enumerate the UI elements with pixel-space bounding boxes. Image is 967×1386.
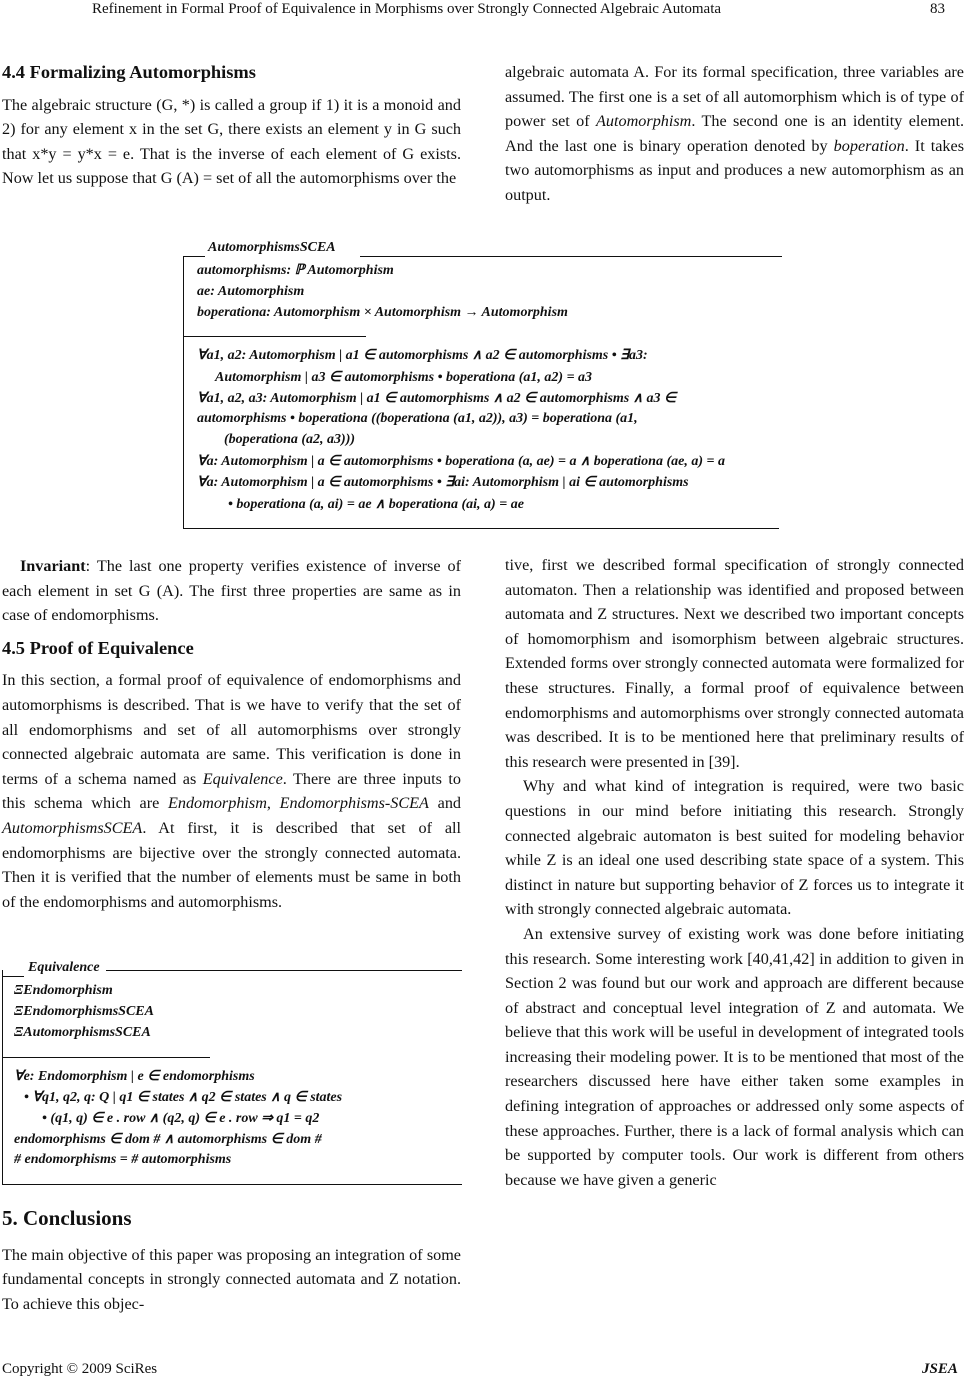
right-column-bottom bbox=[505, 553, 964, 1192]
right-column-top bbox=[505, 60, 964, 208]
paragraph: The main objective of this paper was proposing an integration of some fundamental concepts in strongly connected automata and Z notation. To achieve this objec- bbox=[2, 1245, 461, 1313]
running-header bbox=[0, 1, 967, 23]
decl-line: ae: Automorphism bbox=[197, 284, 305, 299]
invariant-paragraph: Invariant: The last one property verifies existence of inverse of each element in set G (A). The first three properties are same as in case of endomorphisms. bbox=[2, 557, 461, 625]
predicate-line: # endomorphisms = # automorphisms bbox=[14, 1152, 232, 1167]
predicate-line: Automorphism | a3 ∈ automorphisms • boperationa (a1, a2) = a3 bbox=[215, 370, 593, 385]
section-heading: 4.5 Proof of Equivalence bbox=[2, 637, 194, 658]
section-heading: 5. Conclusions bbox=[2, 1206, 132, 1230]
paragraph: tive, first we described formal specification of strongly connected automaton. Then a relationship was identified and proposed between automata and Z structures. Next we described two important concepts of homomorphism and isomorphism between algebraic structures. Extended forms over strongly connected automata were formalized for these structures. Finally, a formal proof of equivalence between endomorphisms and automorphisms over strongly connected automata was described. It is to be mentioned here that preliminary results of this research were presented in [39]. bbox=[505, 556, 964, 771]
predicate-line: ∀e: Endomorphism | e ∈ endomorphisms bbox=[14, 1069, 255, 1084]
decl-line: ΞEndomorphism bbox=[14, 983, 113, 998]
left-column-middle bbox=[2, 554, 461, 914]
predicate-line: ∀a: Automorphism | a ∈ automorphisms • ∃ai: Automorphism | ai ∈ automorphisms bbox=[197, 475, 689, 490]
predicate-line: ∀a: Automorphism | a ∈ automorphisms • boperationa (a, ae) = a ∧ boperationa (ae, a) = a bbox=[197, 454, 725, 469]
predicate-line: endomorphisms ∈ dom # ∧ automorphisms ∈ dom # bbox=[14, 1132, 322, 1147]
decl-line: ΞAutomorphismsSCEA bbox=[14, 1025, 151, 1040]
predicate-line: automorphisms • boperationa ((boperationa (a1, a2)), a3) = boperationa (a1, bbox=[197, 411, 638, 426]
predicate-line: • ∀q1, q2, q: Q | q1 ∈ states ∧ q2 ∈ states ∧ q ∈ states bbox=[24, 1090, 343, 1105]
paragraph: The algebraic structure (G, *) is called a group if 1) it is a monoid and 2) for any element x in the set G, there exists an element y in G such that x*y = y*x = e. That is the inverse of each element of G exists. Now let us suppose that G (A) = set of all the automorphisms over the bbox=[2, 95, 461, 188]
predicate-line: ∀a1, a2, a3: Automorphism | a1 ∈ automorphisms ∧ a2 ∈ automorphisms ∧ a3 ∈ bbox=[197, 391, 677, 406]
predicate-line: ∀a1, a2: Automorphism | a1 ∈ automorphisms ∧ a2 ∈ automorphisms • ∃a3: bbox=[197, 348, 648, 363]
predicate-line: (boperationa (a2, a3))) bbox=[224, 432, 356, 447]
decl-line: boperationa: Automorphism × Automorphism → Automorphism bbox=[197, 305, 568, 320]
page-number: 83 bbox=[930, 1, 945, 17]
predicate-line: • boperationa (a, ai) = ae ∧ boperationa (ai, a) = ae bbox=[228, 497, 524, 512]
predicate-line: • (q1, q) ∈ e . row ∧ (q2, q) ∈ e . row ⇒ q1 = q2 bbox=[42, 1111, 320, 1126]
schema-name: Equivalence bbox=[28, 960, 100, 975]
section-conclusions bbox=[2, 1206, 461, 1316]
copyright: Copyright © 2009 SciRes bbox=[2, 1361, 158, 1377]
section-heading: 4.4 Formalizing Automorphisms bbox=[2, 62, 256, 82]
paragraph: In this section, a formal proof of equivalence of endomorphisms and automorphisms is described. That is we have to verify that the set of all endomorphisms and set of all automorphisms over strongly connected algebraic automata are same. This verification is done in terms of a schema named as Equivalence. There are three inputs to this schema which are Endomorphism, Endomorphisms-SCEA and AutomorphismsSCEA. At first, it is described that set of all endomorphisms are bijective over the strongly connected automata. Then it is verified that the number of elements must be same in both of the endomorphisms and automorphisms. bbox=[2, 671, 462, 911]
running-title: Refinement in Formal Proof of Equivalence in Morphisms over Strongly Connected Algebraic Automata bbox=[92, 1, 722, 17]
paragraph: Why and what kind of integration is required, were two basic questions in our mind before initiating this research. Strongly connected algebraic automaton is best suited for modeling behavior while Z is an ideal one used describing state space of a system. This distinct in nature but supporting behavior of Z forces us to integrate it with strongly connected algebraic automata. bbox=[505, 777, 964, 919]
journal-name: JSEA bbox=[922, 1361, 958, 1377]
paragraph: An extensive survey of existing work was done before initiating this research. Some interesting work [40,41,42] in addition to given in Section 2 was found but our work and approach are different because of abstract and conceptual level integration of Z and automata. We believe that this work will be useful in development of integrated tools increasing their modeling power. It is to be mentioned that most of the researchers discussed here have either taken some examples in defining integration of approaches or addressed only some aspects of these approaches. Further, there is a lack of formal analysis which can be supported by computer tools. Our work is different from others because we have given a generic bbox=[505, 924, 964, 1189]
section-4-4 bbox=[2, 60, 461, 191]
schema-name: AutomorphismsSCEA bbox=[208, 240, 336, 255]
paragraph: algebraic automata A. For its formal specification, three variables are assumed. The first one is a set of all automorphism which is of type of power set of Automorphism. The second one is an identity element. And the last one is binary operation denoted by boperation. It takes two automorphisms as input and produces a new automorphism as an output. bbox=[505, 63, 965, 204]
decl-line: ΞEndomorphismsSCEA bbox=[14, 1004, 154, 1019]
decl-line: automorphisms: ℙ Automorphism bbox=[197, 263, 394, 278]
